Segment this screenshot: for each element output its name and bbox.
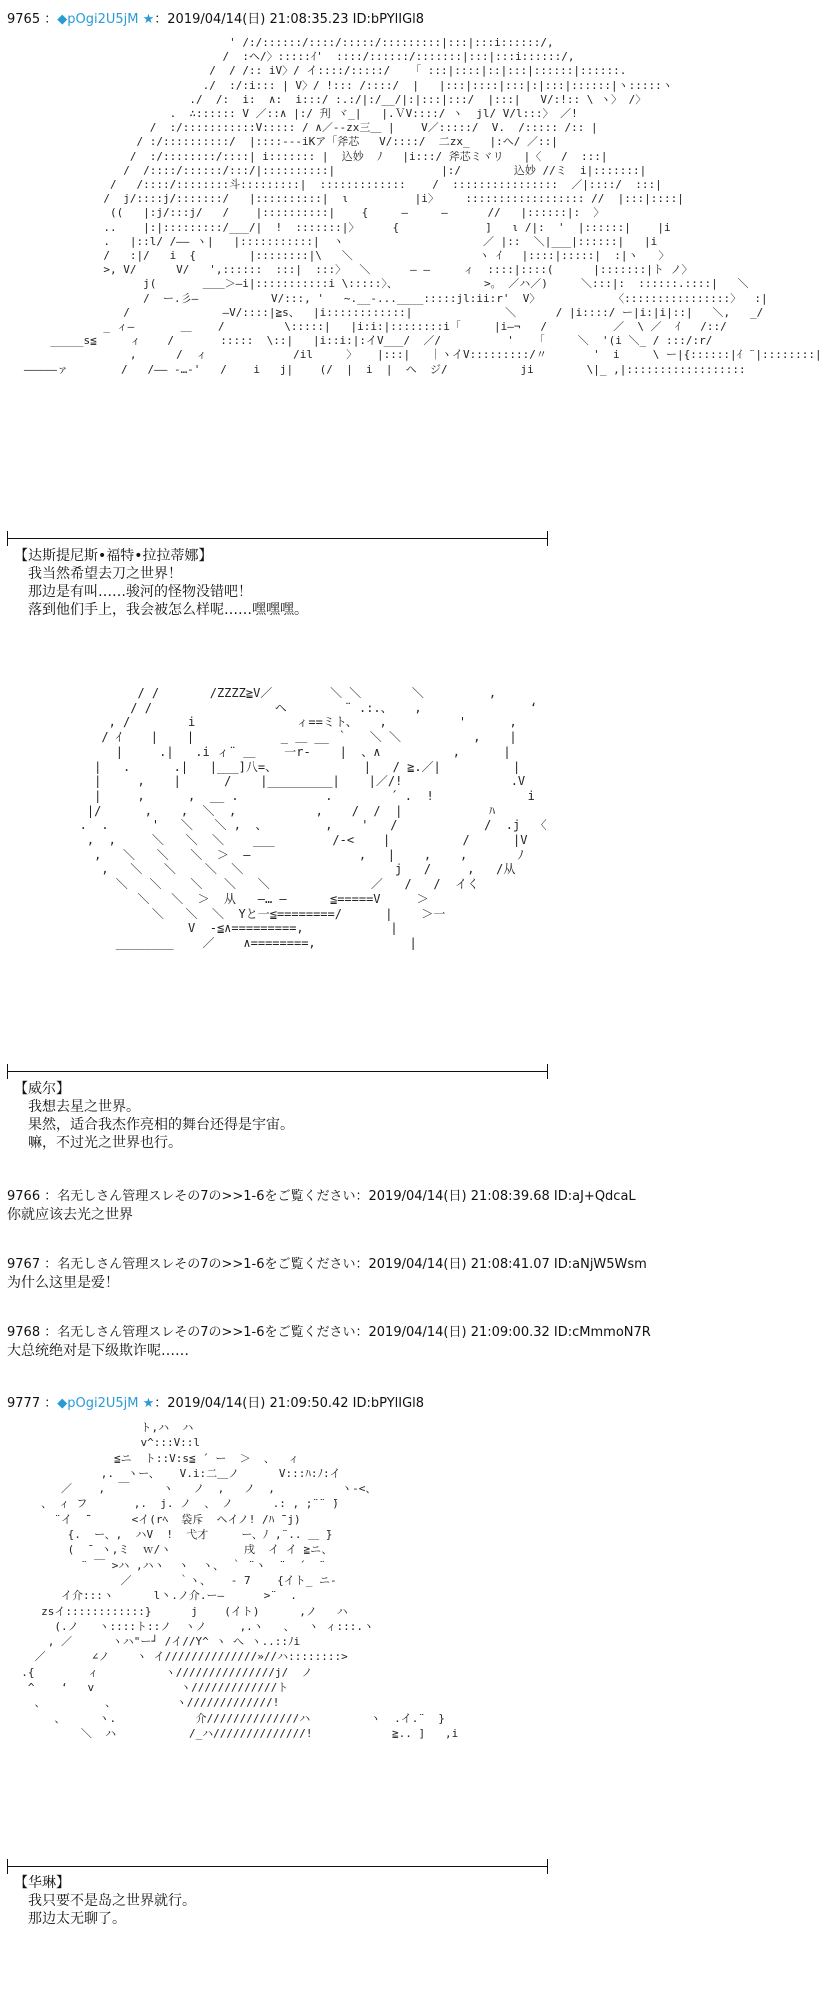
reply-header-9767: 9767 ：名无しさん管理スレその7の>>1-6をご覧ください：2019/04/14(日) 21:08:41.07 ID:aNjW5Wsm xyxy=(7,1257,647,1272)
caption-darkness xyxy=(14,547,308,619)
reply-body-9767: 为什么这里是爱！ xyxy=(7,1275,119,1291)
dialogue-line: 我只要不是岛之世界就行。 xyxy=(28,1893,196,1909)
divider xyxy=(7,1071,547,1072)
post-header-9777: 9777 ：◆pOgi2U5jM ★：2019/04/14(日) 21:09:50.42 ID:bPYlIGl8 xyxy=(7,1396,425,1411)
ascii-art-karin: ト,ハ ハ v^:::V::l ≦ニ ト::V:s≦ ´ ー ＞ 、 ィ ,. ヽー、 V.i:二＿ノ V:::ﾊ:ﾉ:イ ／ , ￣ ヽ ノ , ノ , ヽ-<、 、 ィ フ ,. j. ノ 、 ノ .: , ;¨¨ ̄) ¨イ ̄¨ <イ(rﾍ 袋斥 ヘイノ! /ﾊ ̄¨j) {. ー、, ハV ! 弋才 ー、ﾉ ,¨.. ＿ ̄} ( ̄ ヽ,ミ ｗ/ヽ 戌 イ イ ≧ニ、 ¨ ￣ >ハ ,ハヽ ヽ ヽ、 ｀ ¨ヽ ¨ ´ ¨ ／ ｀ヽ、 ‐ 7 {イト_ ニ- イ介:::ヽ l丶.ノ介.ー― >¨ . zsイ::::::::::::} j (イト) ,ノ ハ (.ノ ヽ::::ト::ノ ヽノ ,.ヽ 、 ヽ ィ:::.ヽ , ／ ヽハ"ー┘ /イ//Y^ ヽ へ ヽ..::ﾉi ／ ∠ノ ヽ イ//////////////»//ハ::::::::> .{ ィ ヽ///////////////j/ ノ ^ ‘ v ヽ/////////////ト 、 、 ヽ/////////////! 、 ヽ. 介//////////////ハ ヽ .イ.¨ } ＼ ハ /_ハ//////////////! ≧.. ] ,i xyxy=(21,1421,459,1740)
reply-header-9766: 9766 ：名无しさん管理スレその7の>>1-6をご覧ください：2019/04/14(日) 21:08:39.68 ID:aJ+QdcaL xyxy=(7,1189,636,1204)
speaker-name: 【华琳】 xyxy=(14,1875,70,1891)
caption-karin xyxy=(14,1874,196,1928)
reply-body-9766: 你就应该去光之世界 xyxy=(7,1207,133,1223)
divider xyxy=(7,538,547,539)
post-header-9765: 9765 ：◆pOgi2U5jM ★：2019/04/14(日) 21:08:35.23 ID:bPYlIGl8 xyxy=(7,12,425,27)
dialogue-line: 那边太无聊了。 xyxy=(28,1911,126,1927)
reply-header-9768: 9768 ：名无しさん管理スレその7の>>1-6をご覧ください：2019/04/14(日) 21:09:00.32 ID:cMmmoN7R xyxy=(7,1325,651,1340)
speaker-name: 【达斯提尼斯•福特•拉拉蒂娜】 xyxy=(14,548,213,564)
post-number: 9777 xyxy=(7,1396,41,1411)
ascii-art-darkness: ' /:/::::::/::::/:::::/:::::::::|:::|:::i::::::/, / :ヘ/〉:::::ｲ' ::::/::::::/:::::::|:::|:::i::::::/, / / /:: iV〉/ イ::::/:::::/ 「 :::|::::|::|:::|::::::|::::::. ./ :/:i::: | V〉/ !::: /::::/ | |:::|::::|:::|:|:::|::::::|ヽ:::::ヽ ./ /: i: ∧: i:::/ :.:/|:/__/|:|:::|:::/ |:::| V/:!:: \ ヽ〉 /〉 . ∴:::::: V ／::∧ |:/ 刋 ヾ_| |.ＶV::::/ ヽ jl/ V/l:::〉 ／! / :/:::::::::::V::::: / ∧／--zx三＿ | V／:::::/ V. /::::: /:: | / :/::::::::::/ |::::---iKア「斧芯 V/::::/ 二zx_ |:ヘ/ ／::| / :/::::::::/::::| i::::::: | 込妙 ﾉ |i:::/ 斧芯ミヾリ |〈 / :::| / /::::/::::::/:::/|::::::::::| |:/ 込妙 //ミ i|:::::::| / /::::/::::::::斗:::::::::| ::::::::::::: / :::::::::::::::: ／|::::/ :::| / j/::::j/:::::::/ |::::::::::| ι |i〉 :::::::::::::::::: // |:::|::::| (( |:j/:::j/ / |::::::::::| { ― ― // |::::::|: 〉 .. |:|:::::::::/___/| ! :::::::|〉 { ] ι /|: ' |::::::| |i . |::l/ /―― ヽ| |:::::::::::| ヽ ／ |:: ＼|___|::::::| |i / :|/ i { |::::::::|\ ＼ ヽ ｲ |::::|:::::| :|ヽ 〉 >, V/ V/ ',:::::: :::| :::〉 ＼ ― ― ィ ::::|::::( |:::::::|ト ノ〉 j( ＿＿＞―i|:::::::::::i \:::::〉、 >。 ／ハ／) ＼:::|: ::::::.::::| ＼ / ー.彡― V/:::, ' ~.__-...____:::::jl:ii:r' V〉 〈::::::::::::::::〉 :| / ―V/::::|≧s、 |i::::::::::::| ＼ / |i::::/ ー|i:|i|::| ＼, _/ _ ィ― ＿ / \:::::| |i:i:|::::::::i「 |i―¬ / ／ \ ／ ｲ /::/ _____s≦ ィ / ::::: \::| |i::i:|:イV___/ ／/ ' 「 ＼ '(i ＼_ / :::/:r/ , / ィ /il 〉 |:::| ｜ヽイV:::::::::/〃 ' i \ ー|{::::::|ｲ ¨|::::::::| ―――――ァ / /―― -…‐' / i j| (/ | i | ヘ ジ/ ji \|_ ,|:::::::::::::::::: xyxy=(23,36,822,376)
ascii-art-will: / / /ZZZZ≧V／ ＼ ＼ ＼ , / / ヘ ¨ .:.、 , ‘ , / i ィ==ミト、 , ' , / ｲ | | _ ＿ __ ｀ ＼ ＼ , | | .| .i ィ¨ ＿ 一r- | 、∧ , | | . .| |___]八=、 | / ≧.／| | | , | / |_________| |／/! .V | , , __ . . ´ . ! i |/ , , ＼ , , / / | ﾊ . . ' ＼ ＼ , 、 , ' / / .j 〈 , , ＼ ＼ ＼ ___ /-< | / |V , ＼ ＼ ＼ ＞ ― , | , , ﾉ , ＼ ＼ ＼ ＼ j / , /从 ＼ ＼ ＼ ＼ ＼ ／ / / イく ＼ ＼ ＞ 从 ―… ― ≦=====V ＞ ＼ ＼ ＼ Yと一≦========/ | ＞一 V ‐≦∧=========, | ________ ／ ∧========, | xyxy=(79,686,547,950)
dialogue-line: 嘛，不过光之世界也行。 xyxy=(28,1135,182,1151)
post-number: 9765 xyxy=(7,12,41,27)
star-icon: ★ xyxy=(142,1396,155,1411)
tripcode-link[interactable]: ◆pOgi2U5jM xyxy=(57,12,139,27)
dialogue-line: 我想去星之世界。 xyxy=(28,1099,140,1115)
speaker-name: 【威尔】 xyxy=(14,1081,70,1097)
dialogue-line: 果然，适合我杰作亮相的舞台还得是宇宙。 xyxy=(28,1117,294,1133)
reply-body-9768: 大总统绝对是下级欺诈呢…… xyxy=(7,1343,189,1359)
dialogue-line: 那边是有叫……骏河的怪物没错吧！ xyxy=(28,584,252,600)
divider xyxy=(7,1866,547,1867)
tripcode-link[interactable]: ◆pOgi2U5jM xyxy=(57,1396,139,1411)
star-icon: ★ xyxy=(142,12,155,27)
caption-will xyxy=(14,1080,294,1152)
dialogue-line: 落到他们手上，我会被怎么样呢……嘿嘿嘿。 xyxy=(28,602,308,618)
dialogue-line: 我当然希望去刀之世界！ xyxy=(28,566,182,582)
